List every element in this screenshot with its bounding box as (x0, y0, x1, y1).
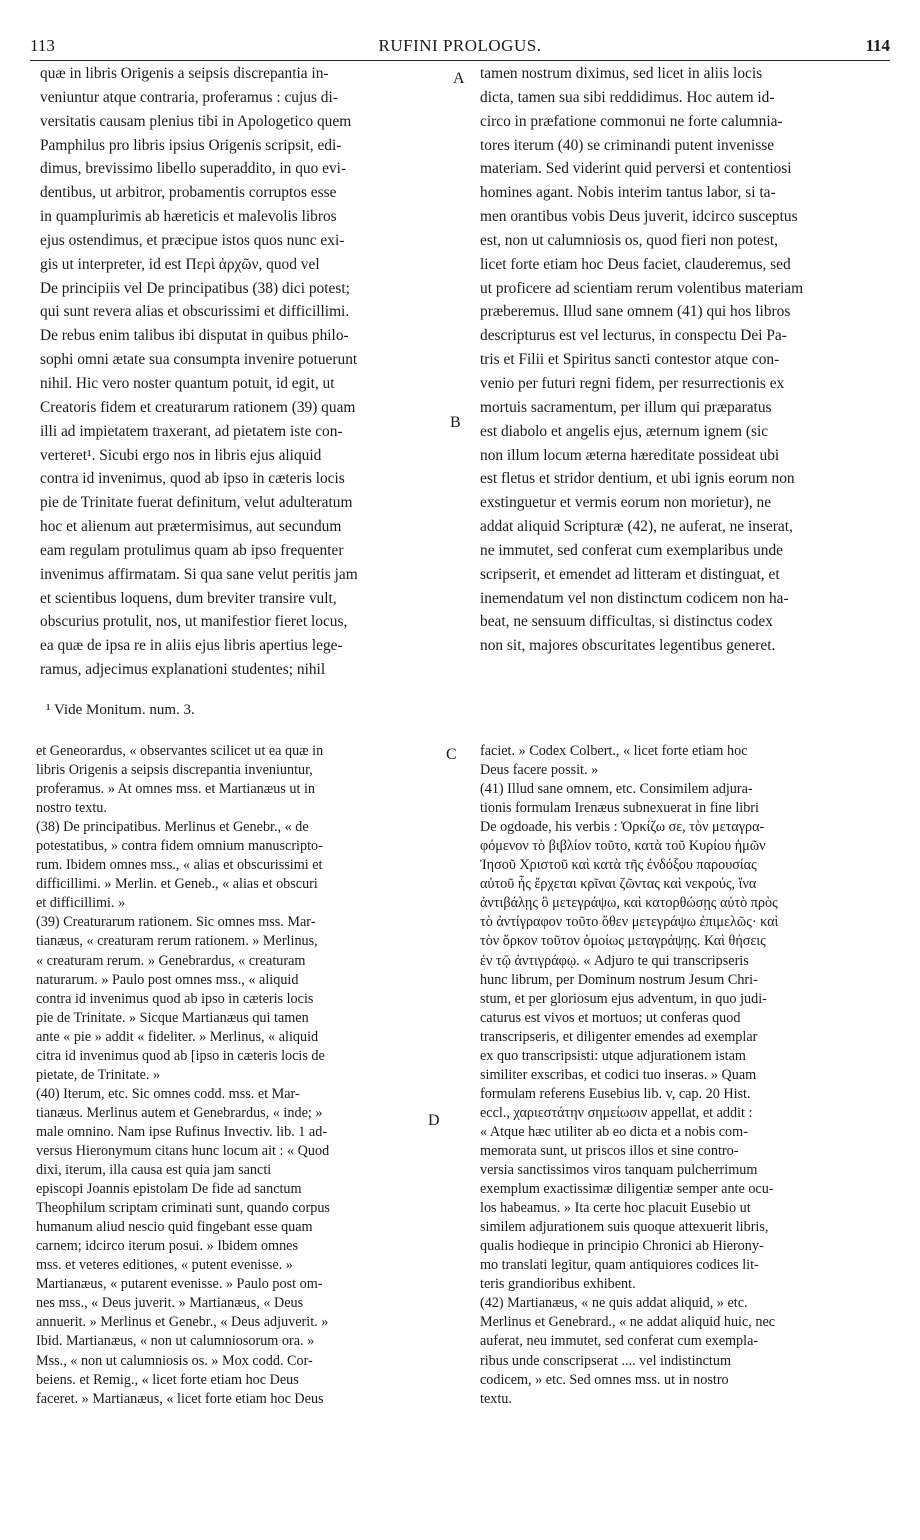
text-line: teris grandioribus exhibent. (480, 1276, 636, 1293)
text-line: beat, ne sensuum difficultas, si distinctus codex (480, 613, 773, 631)
text-line: « creaturam rerum. » Genebrardus, « creaturam (36, 952, 306, 969)
text-line: homines agant. Nobis interim tantus labor, si ta- (480, 184, 776, 202)
text-line: τὸν ὅρκον τοῦτον ὁμοίως μεταγράψῃς. Καὶ θήσεις (480, 933, 766, 950)
text-line: hunc librum, per Dominum nostrum Jesum Chri- (480, 971, 758, 988)
text-line: potestatibus, » contra fidem omnium manuscripto- (36, 838, 323, 855)
text-line: sophi omni ætate sua consumpta invenire potuerunt (40, 351, 358, 369)
text-line: Mss., « non ut calumniosis os. » Mox codd. Cor- (36, 1352, 313, 1369)
text-line: materiam. Sed viderint quid perversi et contentiosi (480, 160, 792, 178)
text-line: non illum locum æterna hæreditate possideat ubi (480, 446, 780, 464)
text-line: naturarum. » Paulo post omnes mss., « aliquid (36, 971, 299, 988)
text-line: tamen nostrum diximus, sed licet in aliis locis (480, 65, 763, 82)
page-number-right: 114 (865, 36, 890, 55)
margin-marker-b: B (450, 414, 461, 431)
text-line: illi ad impietatem traxerant, ad pietatem iste con- (40, 422, 343, 440)
text-line: (42) Martianæus, « ne quis addat aliquid, » etc. (480, 1295, 748, 1312)
text-line: Creatoris fidem et creaturarum rationem (39) quam (40, 398, 356, 416)
text-line: mo translati legitur, quam antiquiores codices lit- (480, 1257, 759, 1274)
text-line: similiter exscribas, et codici tuo inseras. » Quam (480, 1066, 757, 1083)
text-line: pie de Trinitate. » Sicque Martianæus qui tamen (36, 1009, 309, 1026)
text-line: proferamus. » At omnes mss. et Martianæus ut in (36, 781, 315, 798)
text-line: contra id invenimus quod ab ipso in cæteris locis (36, 990, 314, 1007)
text-line: exstinguetur et vermis eorum non morietur), ne (480, 494, 772, 512)
text-line: De ogdoade, his verbis : Ὁρκίζω σε, τὸν μεταγρα- (480, 819, 765, 836)
text-line: faceret. » Martianæus, « licet forte etiam hoc Deus (36, 1390, 324, 1407)
text-line: « Atque hæc utiliter ab eo dicta et a nobis com- (480, 1123, 748, 1140)
text-line: dicta, tamen sua sibi reddidimus. Hoc autem id- (480, 88, 775, 106)
text-line: addat aliquid Scripturæ (42), ne auferat, ne inserat, (480, 518, 793, 536)
footnote: ¹ Vide Monitum. num. 3. (46, 702, 195, 718)
text-line: præberemus. Illud sane omnem (41) qui hos libros (480, 303, 791, 321)
text-line: versitatis causam plenius tibi in Apologetico quem (40, 112, 352, 130)
text-line: hoc et alienum aut prætermisimus, aut secundum (40, 518, 342, 536)
text-line: los habeamus. » Ita certe hoc placuit Eusebio ut (480, 1200, 751, 1217)
text-line: quæ in libris Origenis a seipsis discrepantia in- (40, 65, 329, 82)
text-line: similem adjurationem suis quoque attexuerit libris, (480, 1219, 769, 1236)
text-line: venio per futuri regni fidem, per resurrectionis ex (480, 374, 785, 392)
text-line: τὸ ἀντίγραφον τοῦτο ὅθεν μετεγράψω ἐπιμελῶς· καὶ (480, 914, 779, 931)
text-line: tionis formulam Irenæus subnexuerat in fine libri (480, 800, 759, 817)
text-line: licet forte etiam hoc Deus faciet, clauderemus, sed (480, 255, 791, 273)
text-line: dimus, brevissimo libello superaddito, in quo evi- (40, 160, 347, 178)
text-line: ramus, adjecimus explanationi studentes; nihil (40, 661, 326, 679)
text-line: gis ut interpreter, id est Περὶ ἀρχῶν, quod vel (40, 255, 320, 273)
text-line: (40) Iterum, etc. Sic omnes codd. mss. et Mar- (36, 1085, 300, 1102)
text-line: exemplum exactissimæ diligentiæ semper ante ocu- (480, 1181, 774, 1198)
text-line: nes mss., « Deus juverit. » Martianæus, « Deus (36, 1295, 304, 1312)
text-line: ea quæ de ipsa re in aliis ejus libris apertius lege- (40, 637, 343, 655)
margin-marker-c: C (446, 746, 457, 763)
text-line: citra id invenimus quod ab [ipso in cæteris locis de (36, 1047, 325, 1064)
margin-marker-d: D (428, 1112, 440, 1129)
text-line: invenimus affirmatam. Si qua sane velut peritis jam (40, 565, 358, 583)
text-line: faciet. » Codex Colbert., « licet forte etiam hoc (480, 743, 748, 759)
text-line: contra id invenimus, quod ab ipso in cæteris locis (40, 470, 345, 488)
text-line: qualis hodieque in principio Chronici ab Hierony- (480, 1238, 764, 1255)
text-line: rum. Ibidem omnes mss., « alias et obscurissimi et (36, 857, 323, 874)
text-line: ἀντιβάλῃς ὃ μετεγράψω, καὶ κατορθώσῃς αὐτὸ πρὸς (480, 895, 778, 912)
text-line: nihil. Hic vero noster quantum potuit, id egit, ut (40, 374, 335, 392)
text-line: veniuntur atque contraria, proferamus : cujus di- (40, 88, 338, 106)
text-line: in quamplurimis ab hæreticis et malevolis libros (40, 208, 337, 226)
text-line: auferat, neu immutet, sed conferat cum exempla- (480, 1333, 759, 1350)
text-line: stum, et per gloriosum ejus adventum, in quo judi- (480, 990, 767, 1007)
notes-right-column (480, 742, 892, 1409)
page-header (30, 36, 890, 60)
text-line: inemendatum vel non distinctum codicem non ha- (480, 589, 789, 607)
text-line: et scientibus loquens, dum breviter transire vult, (40, 589, 337, 607)
text-line: difficillimi. » Merlin. et Geneb., « alias et obscuri (36, 876, 318, 893)
text-line: scripserit, et emendet ad litteram et distinguat, et (480, 565, 780, 583)
text-line: tris et Filii et Spiritus sancti contestor atque con- (480, 351, 780, 369)
text-line: Ἰησοῦ Χριστοῦ καὶ κατὰ τῆς ἐνδόξου παρουσίας (480, 857, 757, 874)
text-line: codicem, » etc. Sed omnes mss. ut in nostro (480, 1371, 729, 1388)
text-line: caturus est vivos et mortuos; ut conferas quod (480, 1009, 741, 1026)
text-line: tores iterum (40) se criminandi putent invenisse (480, 136, 775, 154)
text-line: pietate, de Trinitate. » (36, 1066, 161, 1083)
text-line: mortuis sacramentum, per illum qui præparatus (480, 398, 772, 416)
text-line: φόμενον τὸ βιβλίον τοῦτο, κατὰ τοῦ Κυρίου ἡμῶν (480, 838, 766, 855)
text-line: circo in præfatione commonui ne forte calumnia- (480, 112, 783, 130)
text-line: annuerit. » Merlinus et Genebr., « Deus adjuverit. » (36, 1314, 329, 1331)
header-rule (30, 60, 890, 61)
text-line: (39) Creaturarum rationem. Sic omnes mss. Mar- (36, 914, 316, 931)
main-text (30, 62, 890, 682)
text-line: ne immutet, sed conferat cum exemplaribus unde (480, 541, 784, 559)
text-line: verteret¹. Sicubi ergo nos in libris ejus aliquid (40, 446, 322, 464)
text-line: obscurius protulit, nos, ut manifestior fieret locus, (40, 613, 348, 631)
text-line: non sit, majores obscuritates legentibus generet. (480, 637, 776, 655)
text-line: De principiis vel De principatibus (38) dici potest; (40, 279, 350, 297)
text-line: et Geneorardus, « observantes scilicet ut ea quæ in (36, 743, 324, 759)
main-text-right-column (480, 62, 890, 658)
text-line: ex quo transcripsisti: utque adjurationem istam (480, 1047, 746, 1064)
text-line: textu. (480, 1390, 512, 1407)
text-line: est, non ut calumniosis os, quod fieri non potest, (480, 231, 778, 249)
text-line: pie de Trinitate fuerat definitum, velut adulteratum (40, 494, 353, 512)
text-line: men orantibus vobis Deus juverit, idcirco susceptus (480, 208, 798, 226)
margin-marker-a: A (453, 70, 465, 87)
text-line: eam regulam protulimus quam ab ipso frequenter (40, 541, 344, 559)
text-line: libris Origenis a seipsis discrepantia inveniuntur, (36, 762, 313, 779)
text-line: ejus ostendimus, et præcipue istos quos nunc exi- (40, 231, 345, 249)
text-line: De rebus enim talibus ibi disputat in quibus philo- (40, 327, 349, 345)
text-line: Ibid. Martianæus, « non ut calumniosorum ora. » (36, 1333, 315, 1350)
text-line: carnem; idcirco iterum posui. » Ibidem omnes (36, 1238, 299, 1255)
running-title: RUFINI PROLOGUS. (378, 36, 542, 55)
text-line: Deus facere possit. » (480, 762, 599, 779)
page-number-left: 113 (30, 36, 55, 55)
text-line: Pamphilus pro libris ipsius Origenis scripsit, edi- (40, 136, 342, 154)
text-line: qui sunt revera alias et obscurissimi et difficillimi. (40, 303, 350, 321)
text-line: et difficillimi. » (36, 895, 126, 912)
text-line: tianæus. Merlinus autem et Genebrardus, « inde; » (36, 1104, 323, 1121)
text-line: humanum aliud nescio quid fingebant esse quam (36, 1219, 313, 1236)
text-line: male omnino. Nam ipse Rufinus Invectiv. lib. 1 ad- (36, 1123, 328, 1140)
text-line: mss. et veteres editiones, « putent evenisse. » (36, 1257, 293, 1274)
text-line: Theophilum scriptam criminati sunt, quando corpus (36, 1200, 330, 1217)
text-line: ribus unde conscripserat .... vel indistinctum (480, 1352, 731, 1369)
text-line: beiens. et Remig., « licet forte etiam hoc Deus (36, 1371, 299, 1388)
text-line: versia sanctissimos viros tanquam pulcherrimum (480, 1162, 758, 1179)
text-line: est diabolo et angelis ejus, æternum ignem (sic (480, 422, 769, 440)
text-line: (41) Illud sane omnem, etc. Consimilem adjura- (480, 781, 753, 798)
text-line: descripturus est vel lecturus, in conspectu Dei Pa- (480, 327, 787, 345)
text-line: eccl., χαριεστάτην σημείωσιν appellat, et addit : (480, 1104, 753, 1121)
notes-left-column (36, 742, 444, 1409)
text-line: αὐτοῦ ἧς ἔρχεται κρῖναι ζῶντας καὶ νεκρούς, ἵνα (480, 876, 757, 893)
text-line: (38) De principatibus. Merlinus et Genebr., « de (36, 819, 309, 836)
text-line: est fletus et stridor dentium, et ubi ignis eorum non (480, 470, 795, 488)
text-line: episcopi Joannis epistolam De fide ad sanctum (36, 1181, 302, 1198)
main-text-left-column (40, 62, 448, 682)
text-line: nostro textu. (36, 800, 107, 817)
text-line: dixi, iterum, illa causa est quia jam sancti (36, 1162, 272, 1179)
text-line: versus Hieronymum citans hunc locum ait : « Quod (36, 1142, 330, 1159)
notes-text (30, 742, 890, 1532)
text-line: formulam referens Eusebius lib. v, cap. 20 Hist. (480, 1085, 751, 1102)
text-line: Martianæus, « putarent evenisse. » Paulo post om- (36, 1276, 323, 1293)
text-line: ut proficere ad scientiam rerum volentibus materiam (480, 279, 804, 297)
text-line: transcripseris, et diligenter emendes ad exemplar (480, 1028, 758, 1045)
text-line: Merlinus et Genebrard., « ne addat aliquid huic, nec (480, 1314, 776, 1331)
text-line: ἐν τῷ ἀντιγράφῳ. « Adjuro te qui transcripseris (480, 952, 749, 969)
text-line: ante « pie » addit « fideliter. » Merlinus, « aliquid (36, 1028, 319, 1045)
text-line: memorata sunt, ut priscos illos et sine contro- (480, 1142, 739, 1159)
text-line: tianæus, « creaturam rerum rationem. » Merlinus, (36, 933, 318, 950)
text-line: dentibus, ut arbitror, probamentis corruptos esse (40, 184, 337, 202)
